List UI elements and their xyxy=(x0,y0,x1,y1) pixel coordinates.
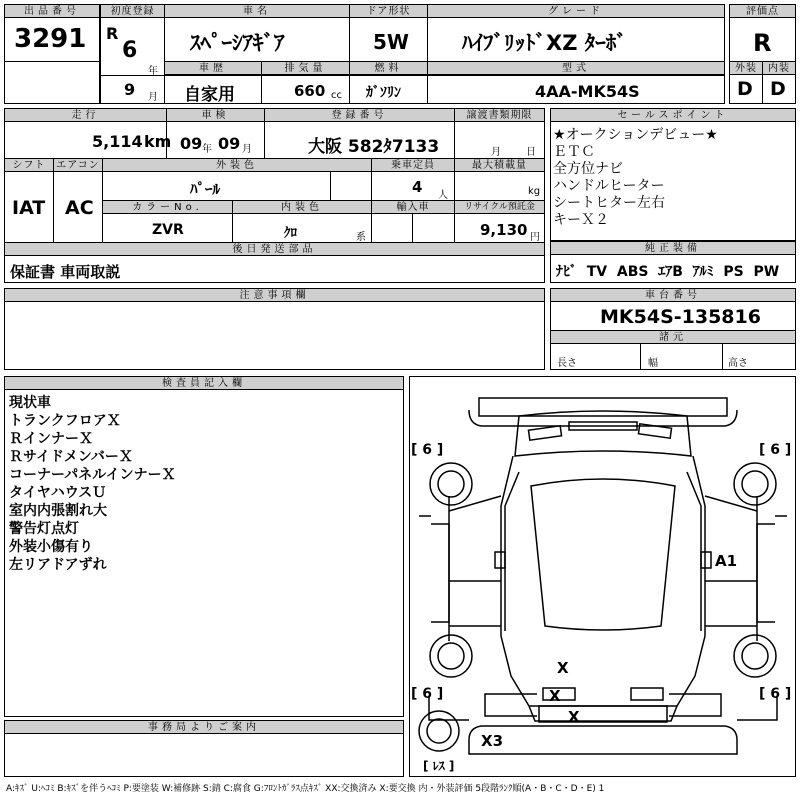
equipment-item: ﾅﾋﾞ xyxy=(556,264,577,280)
capacity-unit: 人 xyxy=(438,190,448,201)
color-no: ZVR xyxy=(152,222,184,238)
equipment-item: ABS xyxy=(616,264,649,280)
inspector-label: 検査員記入欄 xyxy=(5,377,403,390)
plate: 大阪 582ﾀ7133 xyxy=(308,137,440,157)
mileage-label: 走行 xyxy=(5,109,166,122)
lot-number: 3291 xyxy=(14,24,87,54)
ac: AC xyxy=(65,197,94,219)
fuel-label: 燃料 xyxy=(350,62,427,75)
displacement-unit: cc xyxy=(331,90,342,101)
note-line: トランクフロアＸ xyxy=(9,413,121,429)
sales-point: ハンドルヒーター xyxy=(553,178,665,194)
damage-mark-x: X xyxy=(557,659,569,677)
insp-year: 09 xyxy=(180,134,203,153)
grade: ﾊｲﾌﾞﾘｯﾄﾞXZ ﾀｰﾎﾞ xyxy=(462,31,627,55)
color: ﾊﾟｰﾙ xyxy=(190,180,221,198)
car-diagram xyxy=(409,376,796,777)
note-line: 室内内張割れ大 xyxy=(9,503,107,519)
insp-month: 09 xyxy=(218,134,241,153)
note-line: 外装小傷有り xyxy=(9,539,93,555)
equipment-item: TV xyxy=(586,264,608,280)
int-color-label: 内装色 xyxy=(233,201,371,214)
note-line: 警告灯点灯 xyxy=(9,521,79,537)
car-name: ｽﾍﾟｰｼｱｷﾞｱ xyxy=(190,31,285,55)
car-name-label: 車名 xyxy=(165,5,349,18)
recycle-label: リサイクル預託金 xyxy=(455,201,544,214)
damage-mark-x: X xyxy=(568,708,580,726)
sales-point: キーＸ２ xyxy=(553,212,609,228)
tire-rr-rating: [ 6 ] xyxy=(759,686,792,702)
height-label: 高さ xyxy=(728,358,748,369)
insp-month-unit: 月 xyxy=(242,144,252,155)
capacity: 4 xyxy=(412,178,423,196)
spare-tire-label: [ ﾚｽ ] xyxy=(423,759,455,773)
inspection-label: 車検 xyxy=(167,109,264,122)
later-parts: 保証書 車両取説 xyxy=(10,263,121,281)
mileage-unit: km xyxy=(144,132,172,151)
equipment-item: ｱﾙﾐ xyxy=(692,264,714,280)
width-label: 幅 xyxy=(648,358,658,369)
int-color: ｸﾛ xyxy=(284,226,297,241)
note-line: ＲサイドメンバーＸ xyxy=(9,449,133,465)
dims-label: 諸元 xyxy=(551,331,795,344)
note-line: タイヤハウスＵ xyxy=(9,485,107,501)
sales-point: シートヒター左右 xyxy=(553,195,665,211)
damage-mark-x3: X3 xyxy=(481,732,504,750)
reg-month-unit: 月 xyxy=(148,92,158,103)
fuel: ｶﾞｿﾘﾝ xyxy=(366,85,401,101)
equipment-list xyxy=(556,261,779,281)
color-no-label: カラーNo. xyxy=(103,201,232,214)
damage-mark-x: X xyxy=(549,687,561,705)
recycle: 9,130 xyxy=(480,221,528,239)
sales-points-list xyxy=(553,127,718,229)
score-label: 評価点 xyxy=(730,5,795,18)
capacity-label: 乗車定員 xyxy=(372,159,454,172)
legend-footer: A:ｷｽﾞ U:ﾍｺﾐ B:ｷｽﾞを伴うﾍｺﾐ P:要塗装 W:補修跡 S:錆 C:腐食 G:ﾌﾛﾝﾄｶﾞﾗｽ点ｷｽﾞ XX:交換済み X:要交換 内・外装評価 5段階ﾗﾝｸ順(A・B・C・D・E) 1 xyxy=(6,784,605,794)
int-label: 内装 xyxy=(763,62,795,75)
reg-year: 6 xyxy=(122,38,138,63)
length-label: 長さ xyxy=(557,358,577,369)
ext-label: 外装 xyxy=(730,62,762,75)
grade-label: グレード xyxy=(428,5,724,18)
inspector-notes xyxy=(9,394,176,574)
sales-point: ★オークションデビュー★ xyxy=(553,127,718,143)
sales-points-label: セールスポイント xyxy=(551,109,795,122)
note-line: 現状車 xyxy=(9,395,51,411)
door-type: 5W xyxy=(373,30,409,54)
load-unit: kg xyxy=(528,186,541,197)
first-reg-label: 初度登録 xyxy=(101,5,164,18)
note-line: コーナーパネルインナーＸ xyxy=(9,467,176,483)
displacement: 660 xyxy=(294,82,326,100)
score: R xyxy=(753,29,772,57)
history-label: 車歴 xyxy=(165,62,261,75)
transfer-day-unit: 日 xyxy=(526,147,536,158)
chassis-number: MK54S-135816 xyxy=(600,306,761,328)
tire-fr-rating: [ 6 ] xyxy=(759,442,792,458)
displacement-label: 排気量 xyxy=(262,62,349,75)
recycle-unit: 円 xyxy=(530,232,540,243)
model-label: 型式 xyxy=(428,62,724,75)
history: 自家用 xyxy=(184,85,235,105)
shift-label: シフト xyxy=(5,159,53,172)
load-label: 最大積載量 xyxy=(455,159,544,172)
sales-point: 全方位ナビ xyxy=(553,161,623,177)
model: 4AA-MK54S xyxy=(535,82,640,101)
era: R xyxy=(106,24,119,43)
equipment-label: 純正装備 xyxy=(551,242,795,255)
lot-number-box xyxy=(4,4,100,104)
ac-label: エアコン xyxy=(54,159,102,172)
equipment-item: PW xyxy=(753,264,780,280)
chassis-label: 車台番号 xyxy=(551,289,795,302)
sales-point: ＥＴＣ xyxy=(553,144,595,160)
plate-label: 登録番号 xyxy=(265,109,454,122)
mileage: 5,114 xyxy=(92,132,143,151)
import-label: 輸入車 xyxy=(372,201,454,214)
lot-number-label: 出品番号 xyxy=(5,5,99,18)
transfer-label: 譲渡書類期限 xyxy=(455,109,544,122)
door-label: ドア形状 xyxy=(350,5,427,18)
equipment-item: ｴｱB xyxy=(658,264,683,280)
shift: IAT xyxy=(12,197,46,219)
reg-year-unit: 年 xyxy=(148,66,158,77)
color-label: 外装色 xyxy=(103,159,371,172)
office-label: 事務局よりご案内 xyxy=(5,721,403,734)
later-parts-label: 後日発送部品 xyxy=(5,243,544,256)
damage-mark-a1: A1 xyxy=(715,552,738,570)
int-color-unit: 系 xyxy=(356,232,366,243)
tire-fl-rating: [ 6 ] xyxy=(411,442,444,458)
caution-label: 注意事項欄 xyxy=(5,289,544,302)
tire-rl-rating: [ 6 ] xyxy=(411,686,444,702)
vehicle-details-box xyxy=(4,108,545,283)
insp-year-unit: 年 xyxy=(202,144,212,155)
reg-month: 9 xyxy=(124,80,136,99)
ext-score: D xyxy=(737,78,753,100)
note-line: 左リアドアずれ xyxy=(9,557,107,573)
int-score: D xyxy=(770,78,786,100)
equipment-item: PS xyxy=(723,264,744,280)
transfer-month-unit: 月 xyxy=(491,147,501,158)
note-line: ＲインナーＸ xyxy=(9,431,93,447)
